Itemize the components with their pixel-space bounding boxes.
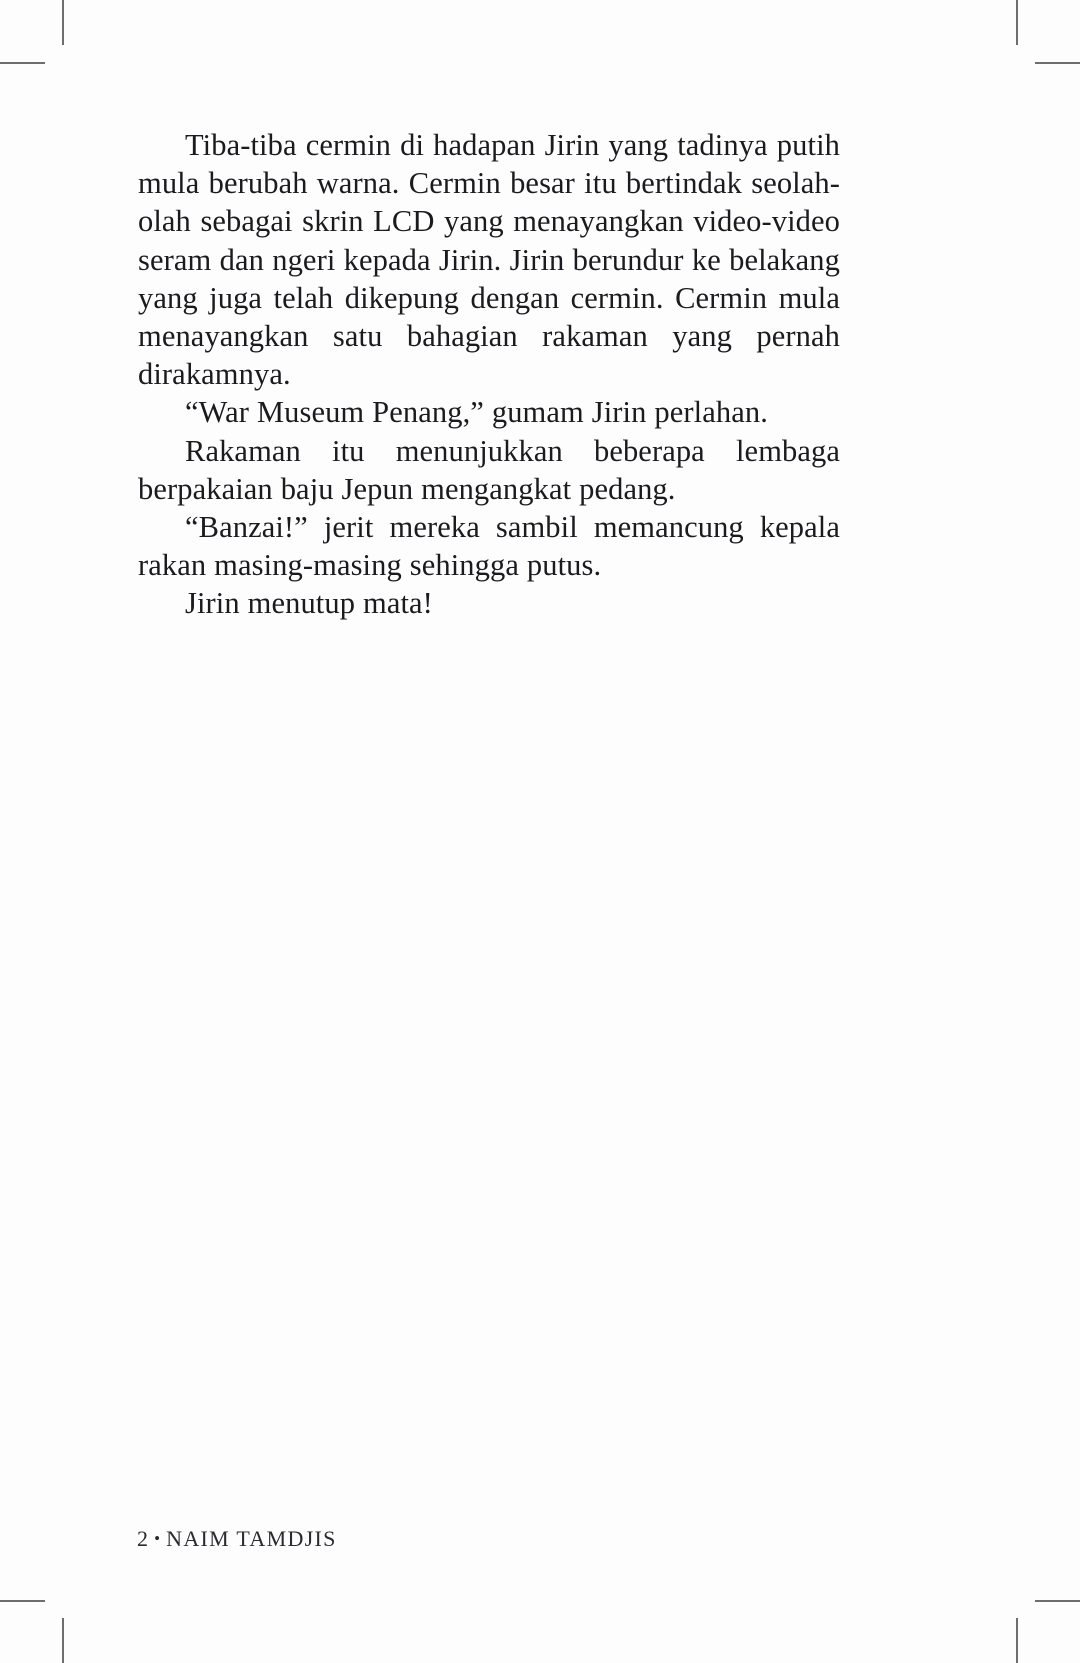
crop-mark-top-right-horizontal (1035, 62, 1080, 64)
crop-mark-top-right-vertical (1016, 0, 1018, 45)
crop-mark-bottom-left-vertical (62, 1618, 64, 1663)
crop-mark-bottom-right-vertical (1016, 1618, 1018, 1663)
author-name: NAIM TAMDJIS (166, 1526, 337, 1551)
body-paragraph: “War Museum Penang,” gumam Jirin perlahan. (185, 395, 768, 430)
body-paragraph: Jirin menutup mata! (185, 586, 433, 621)
bullet-separator-icon: • (154, 1529, 162, 1548)
crop-mark-top-left-vertical (62, 0, 64, 45)
crop-mark-bottom-left-horizontal (0, 1600, 45, 1602)
page-number: 2 (137, 1526, 150, 1551)
body-paragraph: Rakaman itu menunjukkan beberapa lembaga berpakaian baju Jepun mengangkat pedang. (138, 433, 840, 506)
body-text-block (138, 126, 840, 623)
running-foot (137, 1526, 337, 1552)
body-paragraph: “Banzai!” jerit mereka sambil memancung kepala rakan masing-masing sehingga putus. (138, 510, 840, 583)
body-paragraph: Tiba-tiba cermin di hadapan Jirin yang tadinya putih mula berubah warna. Cermin besar itu bertindak seolah-olah sebagai skrin LCD yang menayangkan video-video seram dan ngeri kepada Jirin. Jirin berundur ke belakang yang juga telah dikepung dengan cermin. Cermin mula menayangkan satu bahagian rakaman yang pernah dirakamnya. (138, 128, 840, 392)
crop-mark-top-left-horizontal (0, 62, 45, 64)
crop-mark-bottom-right-horizontal (1035, 1600, 1080, 1602)
